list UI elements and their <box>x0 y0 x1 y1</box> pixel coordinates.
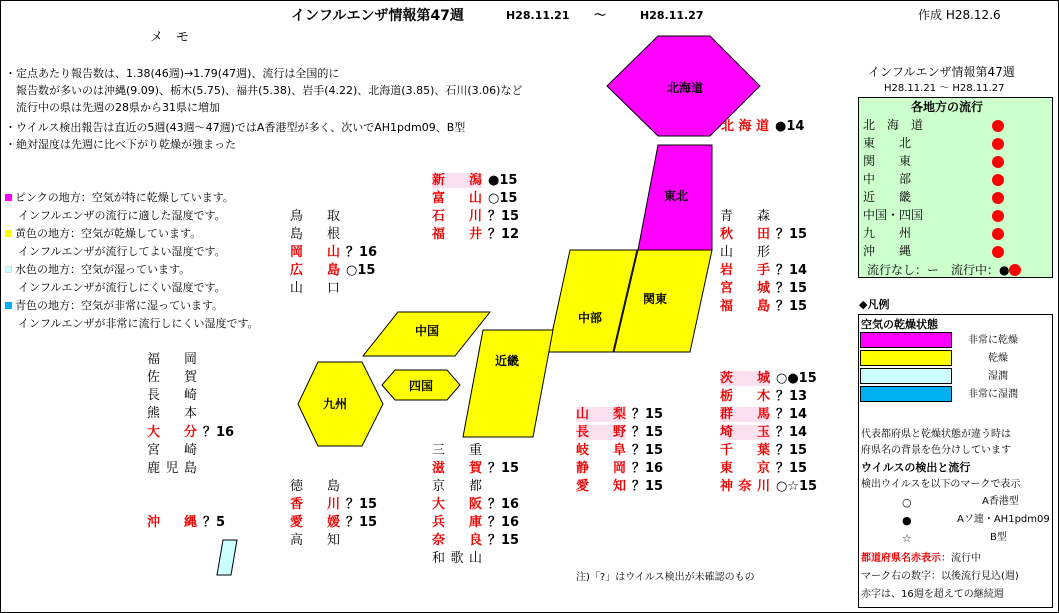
humidity-note: 黄色の地方：空気が乾燥しています。 <box>15 227 202 240</box>
pref-okinawa: 沖縄 ？5 <box>147 515 226 530</box>
region-row: 沖 縄 <box>863 244 912 258</box>
region-row: 中国・四国 <box>863 208 924 222</box>
pref-kanagawa: 神奈川 ○☆15 <box>720 479 818 494</box>
humidity-note-sub: インフルエンザが非常に流行しにくい湿度です。 <box>18 317 259 330</box>
region-row: 東 北 <box>863 136 912 150</box>
kinki-region <box>463 330 553 437</box>
epidemic-dot <box>992 138 1004 150</box>
red-digits-note: 赤字は、16週を超えての継続週 <box>861 589 1004 600</box>
humidity-swatch <box>860 332 952 348</box>
status-legend: 流行なし：ー 流行中：● <box>867 263 1010 277</box>
epidemic-dot <box>992 156 1004 168</box>
note-line: 報告数が多いのは沖縄(9.09)、栃木(5.75)、福井(5.38)、岩手(4.22)、北海道(3.85)、石川(3.06)など <box>5 84 523 97</box>
humidity-legend-label: 非常に湿潤 <box>968 389 1018 400</box>
humidity-note: ピンクの地方：空気が特に乾燥しています。 <box>15 191 234 204</box>
virus-mark: ☆ <box>902 532 912 545</box>
pref-yamaguchi: 山口 <box>290 281 340 296</box>
epidemic-dot <box>992 192 1004 204</box>
pref-hiroshima: 広島 ○15 <box>290 263 376 278</box>
pref-gunma: 群馬 ？14 <box>720 407 808 422</box>
humidity-note: 青色の地方：空気が非常に湿っています。 <box>15 299 224 312</box>
pref-yamagata: 山形 <box>720 245 770 260</box>
pref-aichi: 愛知 ？15 <box>576 479 664 494</box>
humidity-legend-title: 空気の乾燥状態 <box>861 318 938 331</box>
region-label-kanto: 関東 <box>643 292 668 306</box>
side-dates: H28.11.21 ～ H28.11.27 <box>884 83 1005 94</box>
humidity-note: 水色の地方：空気が湿っています。 <box>15 263 191 276</box>
epidemic-dot <box>992 228 1004 240</box>
side-title: インフルエンザ情報第47週 <box>868 65 1015 79</box>
pref-chiba: 千葉 ？15 <box>720 443 808 458</box>
pref-gifu: 岐阜 ？15 <box>576 443 664 458</box>
pref-osaka: 大阪 ？16 <box>432 497 520 512</box>
pref-shiga: 滋賀 ？15 <box>432 461 520 476</box>
pref-aomori: 青森 <box>720 209 770 224</box>
humidity-legend-label: 湿潤 <box>988 371 1008 382</box>
pref-hokkaido: 北海道 ●14 <box>721 119 805 134</box>
pref-mie: 三重 <box>432 443 482 458</box>
pref-nagasaki: 長崎 <box>147 388 197 403</box>
region-label-kyushu: 九州 <box>323 397 348 411</box>
humidity-swatch <box>860 350 952 366</box>
pref-akita: 秋田 ？15 <box>720 227 808 242</box>
note-line: ・ウイルス検出報告は直近の5週(43週～47週)ではA香港型が多く、次いでAH1pdm09、B型 <box>5 121 466 134</box>
pref-tokyo: 東京 ？15 <box>720 461 808 476</box>
pref-kochi: 高知 <box>290 533 340 548</box>
epidemic-dot <box>992 210 1004 222</box>
date-from: H28.11.21 <box>506 9 570 22</box>
note-line: ・定点あたり報告数は、1.38(46週)→1.79(47週)、流行は全国的に <box>5 67 340 80</box>
region-label-shikoku: 四国 <box>409 379 434 393</box>
pref-kumamoto: 熊本 <box>147 406 197 421</box>
humidity-swatch <box>860 368 952 384</box>
pref-okayama: 岡山 ？16 <box>290 245 378 260</box>
virus-label: B型 <box>990 532 1007 543</box>
pref-niigata: 新潟 ●15 <box>432 173 518 188</box>
virus-legend-title: ウイルスの検出と流行 <box>861 461 971 474</box>
epidemic-dot <box>992 246 1004 258</box>
pref-nagano: 長野 ？15 <box>576 425 664 440</box>
humidity-legend-label: 乾燥 <box>988 353 1008 364</box>
note-line: 流行中の県は先週の28県から31県に増加 <box>5 101 220 114</box>
mark-right-note: マーク右の数字：以後流行見込(週) <box>861 571 1019 582</box>
humidity-legend-label: 非常に乾燥 <box>968 335 1018 346</box>
epidemic-dot <box>992 174 1004 186</box>
pref-fukuoka: 福岡 <box>147 352 197 367</box>
region-label-kinki: 近畿 <box>495 354 520 368</box>
pref-tochigi: 栃木 ？13 <box>720 389 808 404</box>
pref-ibaraki: 茨城 ○●15 <box>720 371 817 386</box>
pref-hyogo: 兵庫 ？16 <box>432 515 520 530</box>
region-row: 中 部 <box>863 172 912 186</box>
memo-label: メ モ <box>150 30 190 45</box>
humidity-note-sub: インフルエンザの流行に適した湿度です。 <box>18 209 226 222</box>
virus-mark: ● <box>902 514 912 527</box>
pref-yamanashi: 山梨 ？15 <box>576 407 664 422</box>
pref-toyama: 富山 ○15 <box>432 191 518 206</box>
page-title: インフルエンザ情報第47週 <box>291 8 464 24</box>
pref-kagoshima: 鹿児島 <box>147 461 197 476</box>
legend-note: 府県名の背景を色分けしています <box>861 445 1011 456</box>
region-row: 近 畿 <box>863 190 912 204</box>
pref-kagawa: 香川 ？15 <box>290 497 378 512</box>
humidity-note-sub: インフルエンザが流行しにくい湿度です。 <box>18 281 226 294</box>
pref-saga: 佐賀 <box>147 370 197 385</box>
pref-shimane: 島根 <box>290 227 340 242</box>
pref-tokushima: 徳島 <box>290 479 340 494</box>
region-row: 関 東 <box>863 154 912 168</box>
legend-title: ◆凡例 <box>859 298 890 311</box>
region-label-tohoku: 東北 <box>664 189 689 203</box>
pref-tottori: 鳥取 <box>290 209 340 224</box>
region-row: 九 州 <box>863 226 912 240</box>
virus-label: Aソ連・AH1pdm09 <box>957 514 1050 525</box>
status-dot-icon <box>1008 263 1022 277</box>
okinawa-region <box>217 540 237 575</box>
pref-iwate: 岩手 ？14 <box>720 263 808 278</box>
epidemic-dot <box>992 120 1004 132</box>
humidity-swatch <box>860 386 952 402</box>
virus-legend-note: 検出ウイルスを以下のマークで表示 <box>861 479 1021 490</box>
virus-mark: ○ <box>902 496 912 509</box>
legend-note: 代表都府県と乾燥状態が違う時は <box>861 429 1011 440</box>
pref-wakayama: 和歌山 <box>432 551 482 566</box>
red-label-row: 都道府県名赤表示：流行中 <box>861 553 981 564</box>
footnote: 注)「?」はウイルス検出が未確認のもの <box>576 572 755 583</box>
created-date: 作成 H28.12.6 <box>918 8 1001 22</box>
pref-fukui: 福井 ？12 <box>432 227 520 242</box>
pref-miyagi: 宮城 ？15 <box>720 281 808 296</box>
region-label-chubu: 中部 <box>578 311 603 325</box>
pref-nara: 奈良 ？15 <box>432 533 520 548</box>
pref-ishikawa: 石川 ？15 <box>432 209 520 224</box>
region-label-chugoku: 中国 <box>415 324 440 338</box>
pref-miyazaki: 宮崎 <box>147 443 197 458</box>
pref-kyoto: 京都 <box>432 479 482 494</box>
pref-shizuoka: 静岡 ？16 <box>576 461 664 476</box>
pref-oita: 大分 ？16 <box>147 425 235 440</box>
panel-title: 各地方の流行 <box>911 100 984 114</box>
region-row: 北 海 道 <box>863 118 924 132</box>
virus-label: A香港型 <box>982 496 1019 507</box>
pref-fukushima: 福島 ？15 <box>720 299 808 314</box>
date-to: H28.11.27 <box>640 9 704 22</box>
pref-ehime: 愛媛 ？15 <box>290 515 378 530</box>
pref-saitama: 埼玉 ？14 <box>720 425 808 440</box>
region-label-hokkaido: 北海道 <box>667 81 704 95</box>
note-line: ・絶対湿度は先週に比べ下がり乾燥が強まった <box>5 138 236 151</box>
date-tilde: ～ <box>594 8 607 22</box>
epidemic-dots <box>990 118 1006 263</box>
humidity-note-sub: インフルエンザが流行してよい湿度です。 <box>18 245 226 258</box>
